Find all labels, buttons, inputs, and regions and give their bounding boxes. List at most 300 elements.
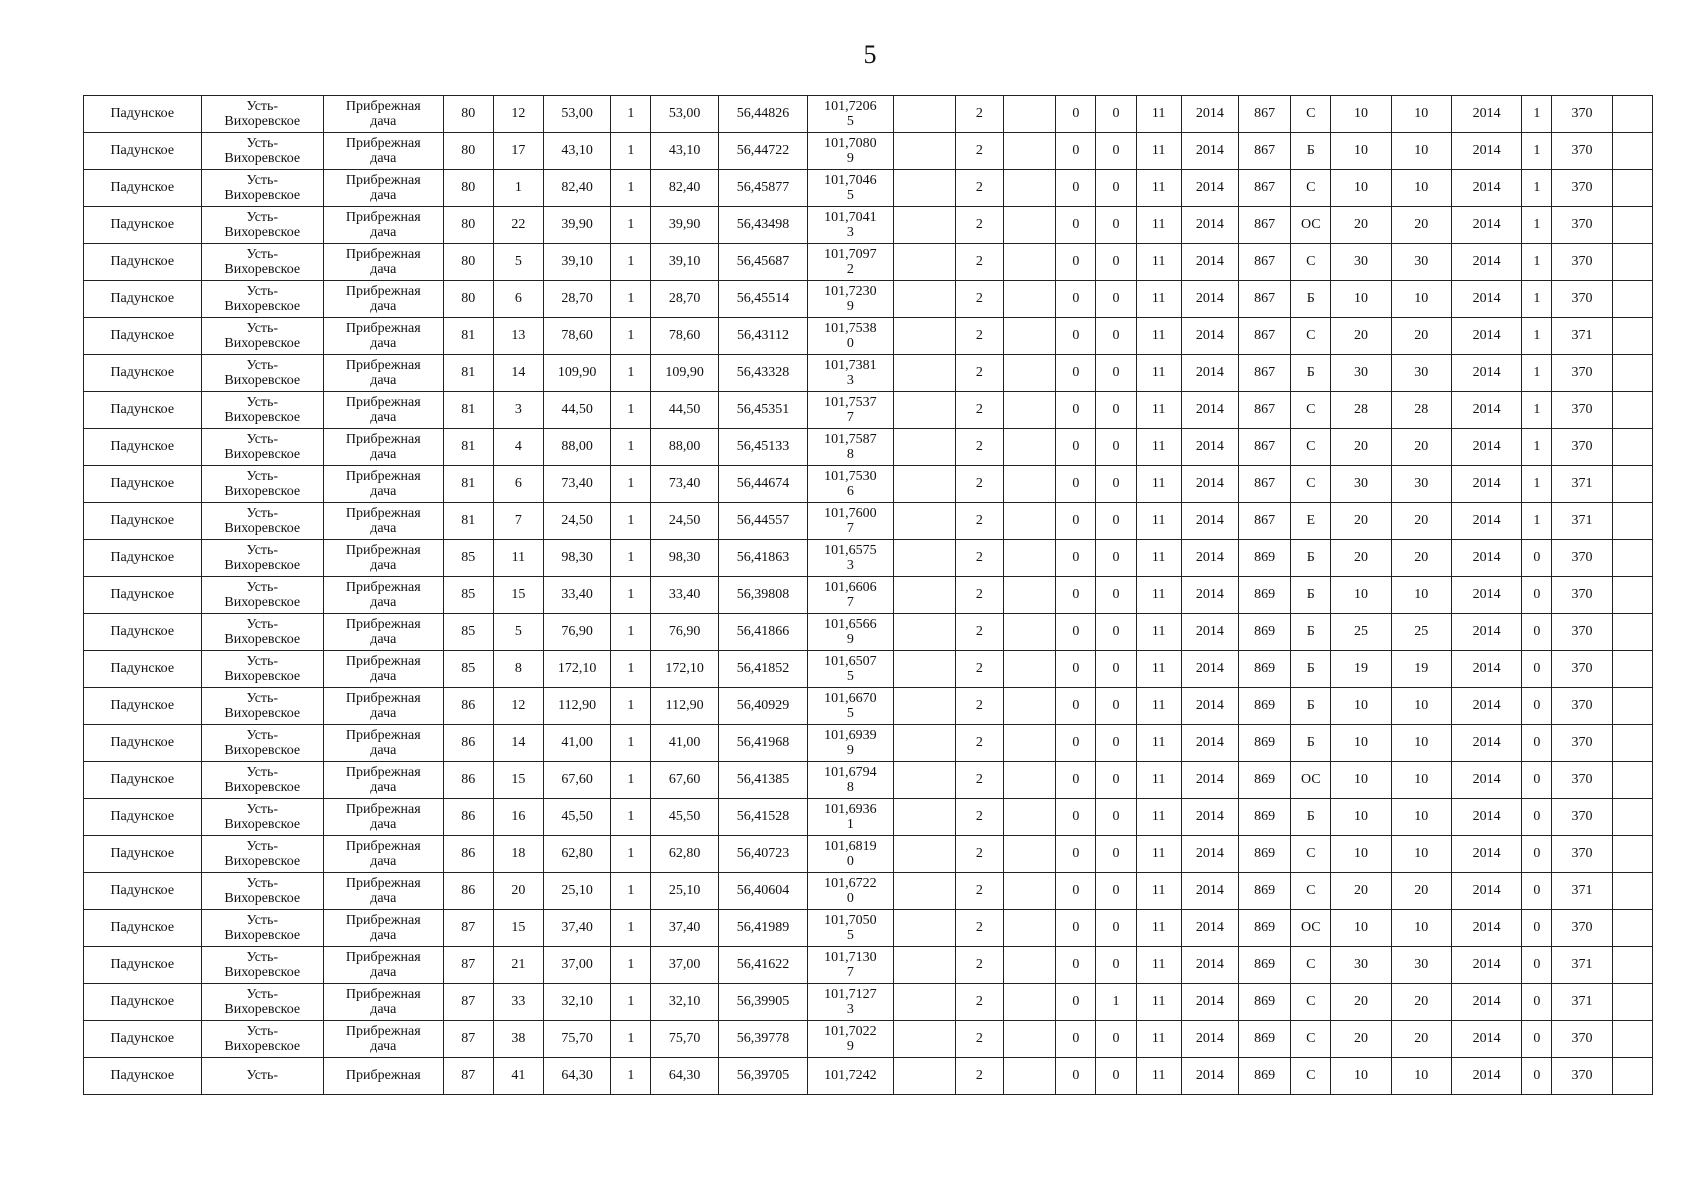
code-cell: 370 <box>1552 762 1612 799</box>
table-row <box>84 947 1653 984</box>
category-cell: 2 <box>955 133 1003 170</box>
month-cell: 11 <box>1136 96 1181 133</box>
blank-cell <box>1004 577 1056 614</box>
district-cell: Усть- Вихоревское <box>201 170 324 207</box>
code-cell: 370 <box>1552 170 1612 207</box>
table-row <box>84 170 1653 207</box>
species-cell: Б <box>1291 725 1331 762</box>
code-cell: 371 <box>1552 947 1612 984</box>
order-cell: 867 <box>1239 281 1291 318</box>
latitude-cell: 56,41852 <box>718 651 807 688</box>
district-cell: Усть- Вихоревское <box>201 207 324 244</box>
count-cell: 1 <box>611 651 651 688</box>
plan-year-cell: 2014 <box>1451 466 1521 503</box>
table-body <box>84 96 1653 1095</box>
category-cell: 2 <box>955 762 1003 799</box>
year-cell: 2014 <box>1181 429 1238 466</box>
flag-b-cell: 0 <box>1096 836 1136 873</box>
flag-c-cell: 0 <box>1522 984 1552 1021</box>
plan-year-cell: 2014 <box>1451 355 1521 392</box>
flag-b-cell: 0 <box>1096 96 1136 133</box>
quarter-cell: 80 <box>443 170 493 207</box>
flag-a-cell: 0 <box>1056 503 1096 540</box>
latitude-cell: 56,44674 <box>718 466 807 503</box>
value-a-cell: 20 <box>1331 207 1391 244</box>
blank-cell <box>893 429 955 466</box>
year-cell: 2014 <box>1181 133 1238 170</box>
longitude-cell: 101,6670 5 <box>808 688 893 725</box>
species-cell: Б <box>1291 799 1331 836</box>
latitude-cell: 56,45133 <box>718 429 807 466</box>
area-cell: 41,00 <box>544 725 611 762</box>
blank-cell <box>1004 1058 1056 1095</box>
plan-year-cell: 2014 <box>1451 1021 1521 1058</box>
count-cell: 1 <box>611 392 651 429</box>
section-cell: 13 <box>493 318 543 355</box>
area-cell: 172,10 <box>544 651 611 688</box>
section-cell: 6 <box>493 466 543 503</box>
count-cell: 1 <box>611 1058 651 1095</box>
area-cell: 37,40 <box>544 910 611 947</box>
table-row <box>84 651 1653 688</box>
dacha-cell: Прибрежная дача <box>324 133 444 170</box>
blank-cell <box>1612 799 1652 836</box>
district-cell: Усть- Вихоревское <box>201 96 324 133</box>
section-cell: 15 <box>493 910 543 947</box>
flag-a-cell: 0 <box>1056 244 1096 281</box>
flag-c-cell: 0 <box>1522 688 1552 725</box>
value-a-cell: 10 <box>1331 688 1391 725</box>
year-cell: 2014 <box>1181 688 1238 725</box>
quarter-cell: 86 <box>443 873 493 910</box>
flag-c-cell: 1 <box>1522 96 1552 133</box>
species-cell: С <box>1291 836 1331 873</box>
year-cell: 2014 <box>1181 799 1238 836</box>
flag-a-cell: 0 <box>1056 281 1096 318</box>
latitude-cell: 56,39778 <box>718 1021 807 1058</box>
order-cell: 869 <box>1239 762 1291 799</box>
district-cell: Усть- Вихоревское <box>201 984 324 1021</box>
longitude-cell: 101,7127 3 <box>808 984 893 1021</box>
blank-cell <box>1004 429 1056 466</box>
quarter-cell: 81 <box>443 318 493 355</box>
count-cell: 1 <box>611 466 651 503</box>
order-cell: 869 <box>1239 984 1291 1021</box>
dacha-cell: Прибрежная дача <box>324 355 444 392</box>
month-cell: 11 <box>1136 1058 1181 1095</box>
latitude-cell: 56,39808 <box>718 577 807 614</box>
area-total-cell: 24,50 <box>651 503 718 540</box>
blank-cell <box>893 540 955 577</box>
order-cell: 867 <box>1239 170 1291 207</box>
order-cell: 869 <box>1239 725 1291 762</box>
year-cell: 2014 <box>1181 540 1238 577</box>
value-a-cell: 10 <box>1331 1058 1391 1095</box>
longitude-cell: 101,7230 9 <box>808 281 893 318</box>
value-b-cell: 10 <box>1391 799 1451 836</box>
area-cell: 75,70 <box>544 1021 611 1058</box>
dacha-cell: Прибрежная дача <box>324 466 444 503</box>
locality-cell: Падунское <box>84 503 202 540</box>
blank-cell <box>1612 910 1652 947</box>
flag-c-cell: 0 <box>1522 1021 1552 1058</box>
plan-year-cell: 2014 <box>1451 540 1521 577</box>
value-b-cell: 20 <box>1391 318 1451 355</box>
longitude-cell: 101,7097 2 <box>808 244 893 281</box>
value-a-cell: 20 <box>1331 984 1391 1021</box>
category-cell: 2 <box>955 651 1003 688</box>
district-cell: Усть- Вихоревское <box>201 836 324 873</box>
area-total-cell: 64,30 <box>651 1058 718 1095</box>
count-cell: 1 <box>611 910 651 947</box>
blank-cell <box>1612 355 1652 392</box>
code-cell: 371 <box>1552 873 1612 910</box>
value-b-cell: 10 <box>1391 133 1451 170</box>
longitude-cell: 101,6794 8 <box>808 762 893 799</box>
blank-cell <box>1612 1021 1652 1058</box>
area-cell: 73,40 <box>544 466 611 503</box>
district-cell: Усть- Вихоревское <box>201 614 324 651</box>
quarter-cell: 86 <box>443 762 493 799</box>
value-b-cell: 20 <box>1391 984 1451 1021</box>
value-b-cell: 10 <box>1391 96 1451 133</box>
table-row <box>84 466 1653 503</box>
flag-c-cell: 0 <box>1522 614 1552 651</box>
value-a-cell: 30 <box>1331 355 1391 392</box>
code-cell: 370 <box>1552 281 1612 318</box>
category-cell: 2 <box>955 799 1003 836</box>
area-cell: 98,30 <box>544 540 611 577</box>
count-cell: 1 <box>611 281 651 318</box>
blank-cell <box>893 318 955 355</box>
blank-cell <box>1612 207 1652 244</box>
quarter-cell: 85 <box>443 651 493 688</box>
area-cell: 112,90 <box>544 688 611 725</box>
blank-cell <box>1004 540 1056 577</box>
longitude-cell: 101,6606 7 <box>808 577 893 614</box>
month-cell: 11 <box>1136 392 1181 429</box>
month-cell: 11 <box>1136 540 1181 577</box>
dacha-cell: Прибрежная дача <box>324 96 444 133</box>
flag-b-cell: 0 <box>1096 799 1136 836</box>
count-cell: 1 <box>611 799 651 836</box>
flag-b-cell: 0 <box>1096 688 1136 725</box>
count-cell: 1 <box>611 984 651 1021</box>
plan-year-cell: 2014 <box>1451 799 1521 836</box>
area-cell: 64,30 <box>544 1058 611 1095</box>
plan-year-cell: 2014 <box>1451 318 1521 355</box>
forest-register-table <box>83 95 1653 1095</box>
dacha-cell: Прибрежная дача <box>324 688 444 725</box>
area-total-cell: 37,00 <box>651 947 718 984</box>
count-cell: 1 <box>611 318 651 355</box>
flag-c-cell: 0 <box>1522 836 1552 873</box>
plan-year-cell: 2014 <box>1451 762 1521 799</box>
latitude-cell: 56,40723 <box>718 836 807 873</box>
blank-cell <box>893 207 955 244</box>
month-cell: 11 <box>1136 466 1181 503</box>
count-cell: 1 <box>611 725 651 762</box>
flag-b-cell: 0 <box>1096 318 1136 355</box>
year-cell: 2014 <box>1181 651 1238 688</box>
dacha-cell: Прибрежная дача <box>324 244 444 281</box>
species-cell: ОС <box>1291 207 1331 244</box>
table-row <box>84 762 1653 799</box>
species-cell: Б <box>1291 540 1331 577</box>
flag-a-cell: 0 <box>1056 651 1096 688</box>
count-cell: 1 <box>611 133 651 170</box>
species-cell: Б <box>1291 281 1331 318</box>
category-cell: 2 <box>955 1021 1003 1058</box>
area-total-cell: 75,70 <box>651 1021 718 1058</box>
category-cell: 2 <box>955 1058 1003 1095</box>
value-a-cell: 20 <box>1331 429 1391 466</box>
district-cell: Усть- Вихоревское <box>201 244 324 281</box>
flag-a-cell: 0 <box>1056 207 1096 244</box>
latitude-cell: 56,41989 <box>718 910 807 947</box>
quarter-cell: 87 <box>443 910 493 947</box>
year-cell: 2014 <box>1181 170 1238 207</box>
district-cell: Усть- Вихоревское <box>201 873 324 910</box>
year-cell: 2014 <box>1181 244 1238 281</box>
district-cell: Усть- Вихоревское <box>201 503 324 540</box>
locality-cell: Падунское <box>84 688 202 725</box>
blank-cell <box>1612 244 1652 281</box>
blank-cell <box>1612 503 1652 540</box>
blank-cell <box>1004 466 1056 503</box>
flag-b-cell: 0 <box>1096 577 1136 614</box>
area-cell: 39,90 <box>544 207 611 244</box>
month-cell: 11 <box>1136 614 1181 651</box>
area-cell: 43,10 <box>544 133 611 170</box>
flag-c-cell: 1 <box>1522 392 1552 429</box>
quarter-cell: 87 <box>443 1021 493 1058</box>
count-cell: 1 <box>611 688 651 725</box>
value-a-cell: 10 <box>1331 170 1391 207</box>
locality-cell: Падунское <box>84 244 202 281</box>
area-total-cell: 32,10 <box>651 984 718 1021</box>
value-b-cell: 30 <box>1391 244 1451 281</box>
count-cell: 1 <box>611 577 651 614</box>
code-cell: 371 <box>1552 984 1612 1021</box>
section-cell: 4 <box>493 429 543 466</box>
category-cell: 2 <box>955 540 1003 577</box>
quarter-cell: 87 <box>443 1058 493 1095</box>
dacha-cell: Прибрежная дача <box>324 429 444 466</box>
flag-b-cell: 1 <box>1096 984 1136 1021</box>
area-cell: 24,50 <box>544 503 611 540</box>
species-cell: С <box>1291 318 1331 355</box>
order-cell: 869 <box>1239 799 1291 836</box>
value-b-cell: 10 <box>1391 762 1451 799</box>
species-cell: ОС <box>1291 910 1331 947</box>
flag-c-cell: 0 <box>1522 762 1552 799</box>
flag-a-cell: 0 <box>1056 392 1096 429</box>
blank-cell <box>1004 133 1056 170</box>
quarter-cell: 87 <box>443 984 493 1021</box>
order-cell: 869 <box>1239 540 1291 577</box>
species-cell: Б <box>1291 614 1331 651</box>
order-cell: 869 <box>1239 688 1291 725</box>
dacha-cell: Прибрежная дача <box>324 318 444 355</box>
plan-year-cell: 2014 <box>1451 688 1521 725</box>
value-a-cell: 10 <box>1331 799 1391 836</box>
district-cell: Усть- Вихоревское <box>201 133 324 170</box>
area-cell: 82,40 <box>544 170 611 207</box>
blank-cell <box>893 392 955 429</box>
blank-cell <box>893 466 955 503</box>
district-cell: Усть- Вихоревское <box>201 688 324 725</box>
value-b-cell: 30 <box>1391 355 1451 392</box>
section-cell: 5 <box>493 614 543 651</box>
longitude-cell: 101,6575 3 <box>808 540 893 577</box>
locality-cell: Падунское <box>84 651 202 688</box>
flag-b-cell: 0 <box>1096 910 1136 947</box>
code-cell: 371 <box>1552 503 1612 540</box>
quarter-cell: 85 <box>443 577 493 614</box>
longitude-cell: 101,7600 7 <box>808 503 893 540</box>
species-cell: С <box>1291 873 1331 910</box>
longitude-cell: 101,7242 <box>808 1058 893 1095</box>
table-row <box>84 96 1653 133</box>
table-row <box>84 984 1653 1021</box>
flag-c-cell: 1 <box>1522 281 1552 318</box>
area-total-cell: 62,80 <box>651 836 718 873</box>
month-cell: 11 <box>1136 688 1181 725</box>
year-cell: 2014 <box>1181 873 1238 910</box>
latitude-cell: 56,40929 <box>718 688 807 725</box>
blank-cell <box>1612 170 1652 207</box>
dacha-cell: Прибрежная дача <box>324 836 444 873</box>
year-cell: 2014 <box>1181 614 1238 651</box>
blank-cell <box>893 170 955 207</box>
value-a-cell: 20 <box>1331 540 1391 577</box>
blank-cell <box>1004 910 1056 947</box>
dacha-cell: Прибрежная дача <box>324 503 444 540</box>
table-row <box>84 540 1653 577</box>
code-cell: 370 <box>1552 688 1612 725</box>
area-total-cell: 78,60 <box>651 318 718 355</box>
locality-cell: Падунское <box>84 947 202 984</box>
flag-b-cell: 0 <box>1096 281 1136 318</box>
area-cell: 62,80 <box>544 836 611 873</box>
page-number: 5 <box>863 40 877 69</box>
value-b-cell: 20 <box>1391 429 1451 466</box>
count-cell: 1 <box>611 1021 651 1058</box>
count-cell: 1 <box>611 96 651 133</box>
district-cell: Усть- Вихоревское <box>201 947 324 984</box>
month-cell: 11 <box>1136 725 1181 762</box>
blank-cell <box>1004 688 1056 725</box>
table-row <box>84 873 1653 910</box>
area-cell: 67,60 <box>544 762 611 799</box>
species-cell: ОС <box>1291 762 1331 799</box>
table-row <box>84 725 1653 762</box>
district-cell: Усть- Вихоревское <box>201 540 324 577</box>
count-cell: 1 <box>611 244 651 281</box>
section-cell: 5 <box>493 244 543 281</box>
month-cell: 11 <box>1136 1021 1181 1058</box>
code-cell: 370 <box>1552 540 1612 577</box>
flag-c-cell: 1 <box>1522 503 1552 540</box>
quarter-cell: 86 <box>443 799 493 836</box>
latitude-cell: 56,44557 <box>718 503 807 540</box>
table-row <box>84 207 1653 244</box>
count-cell: 1 <box>611 873 651 910</box>
order-cell: 867 <box>1239 96 1291 133</box>
locality-cell: Падунское <box>84 281 202 318</box>
month-cell: 11 <box>1136 947 1181 984</box>
value-a-cell: 28 <box>1331 392 1391 429</box>
code-cell: 371 <box>1552 318 1612 355</box>
code-cell: 370 <box>1552 96 1612 133</box>
blank-cell <box>893 281 955 318</box>
section-cell: 7 <box>493 503 543 540</box>
category-cell: 2 <box>955 910 1003 947</box>
category-cell: 2 <box>955 318 1003 355</box>
quarter-cell: 80 <box>443 96 493 133</box>
dacha-cell: Прибрежная дача <box>324 762 444 799</box>
quarter-cell: 80 <box>443 244 493 281</box>
month-cell: 11 <box>1136 355 1181 392</box>
order-cell: 869 <box>1239 873 1291 910</box>
area-cell: 45,50 <box>544 799 611 836</box>
locality-cell: Падунское <box>84 836 202 873</box>
dacha-cell: Прибрежная дача <box>324 725 444 762</box>
area-total-cell: 28,70 <box>651 281 718 318</box>
blank-cell <box>1612 281 1652 318</box>
blank-cell <box>893 614 955 651</box>
value-b-cell: 20 <box>1391 503 1451 540</box>
value-b-cell: 10 <box>1391 688 1451 725</box>
flag-c-cell: 1 <box>1522 170 1552 207</box>
category-cell: 2 <box>955 577 1003 614</box>
quarter-cell: 81 <box>443 392 493 429</box>
code-cell: 370 <box>1552 725 1612 762</box>
blank-cell <box>1612 1058 1652 1095</box>
category-cell: 2 <box>955 429 1003 466</box>
blank-cell <box>893 133 955 170</box>
quarter-cell: 81 <box>443 503 493 540</box>
plan-year-cell: 2014 <box>1451 873 1521 910</box>
flag-a-cell: 0 <box>1056 688 1096 725</box>
flag-c-cell: 1 <box>1522 207 1552 244</box>
flag-a-cell: 0 <box>1056 133 1096 170</box>
year-cell: 2014 <box>1181 281 1238 318</box>
month-cell: 11 <box>1136 577 1181 614</box>
area-total-cell: 25,10 <box>651 873 718 910</box>
order-cell: 867 <box>1239 207 1291 244</box>
species-cell: С <box>1291 392 1331 429</box>
flag-b-cell: 0 <box>1096 873 1136 910</box>
value-a-cell: 10 <box>1331 281 1391 318</box>
quarter-cell: 80 <box>443 207 493 244</box>
blank-cell <box>893 688 955 725</box>
flag-a-cell: 0 <box>1056 947 1096 984</box>
table-row <box>84 244 1653 281</box>
latitude-cell: 56,40604 <box>718 873 807 910</box>
section-cell: 41 <box>493 1058 543 1095</box>
blank-cell <box>1004 836 1056 873</box>
section-cell: 16 <box>493 799 543 836</box>
flag-a-cell: 0 <box>1056 910 1096 947</box>
blank-cell <box>1004 873 1056 910</box>
dacha-cell: Прибрежная дача <box>324 910 444 947</box>
count-cell: 1 <box>611 207 651 244</box>
order-cell: 867 <box>1239 466 1291 503</box>
quarter-cell: 85 <box>443 614 493 651</box>
latitude-cell: 56,43498 <box>718 207 807 244</box>
